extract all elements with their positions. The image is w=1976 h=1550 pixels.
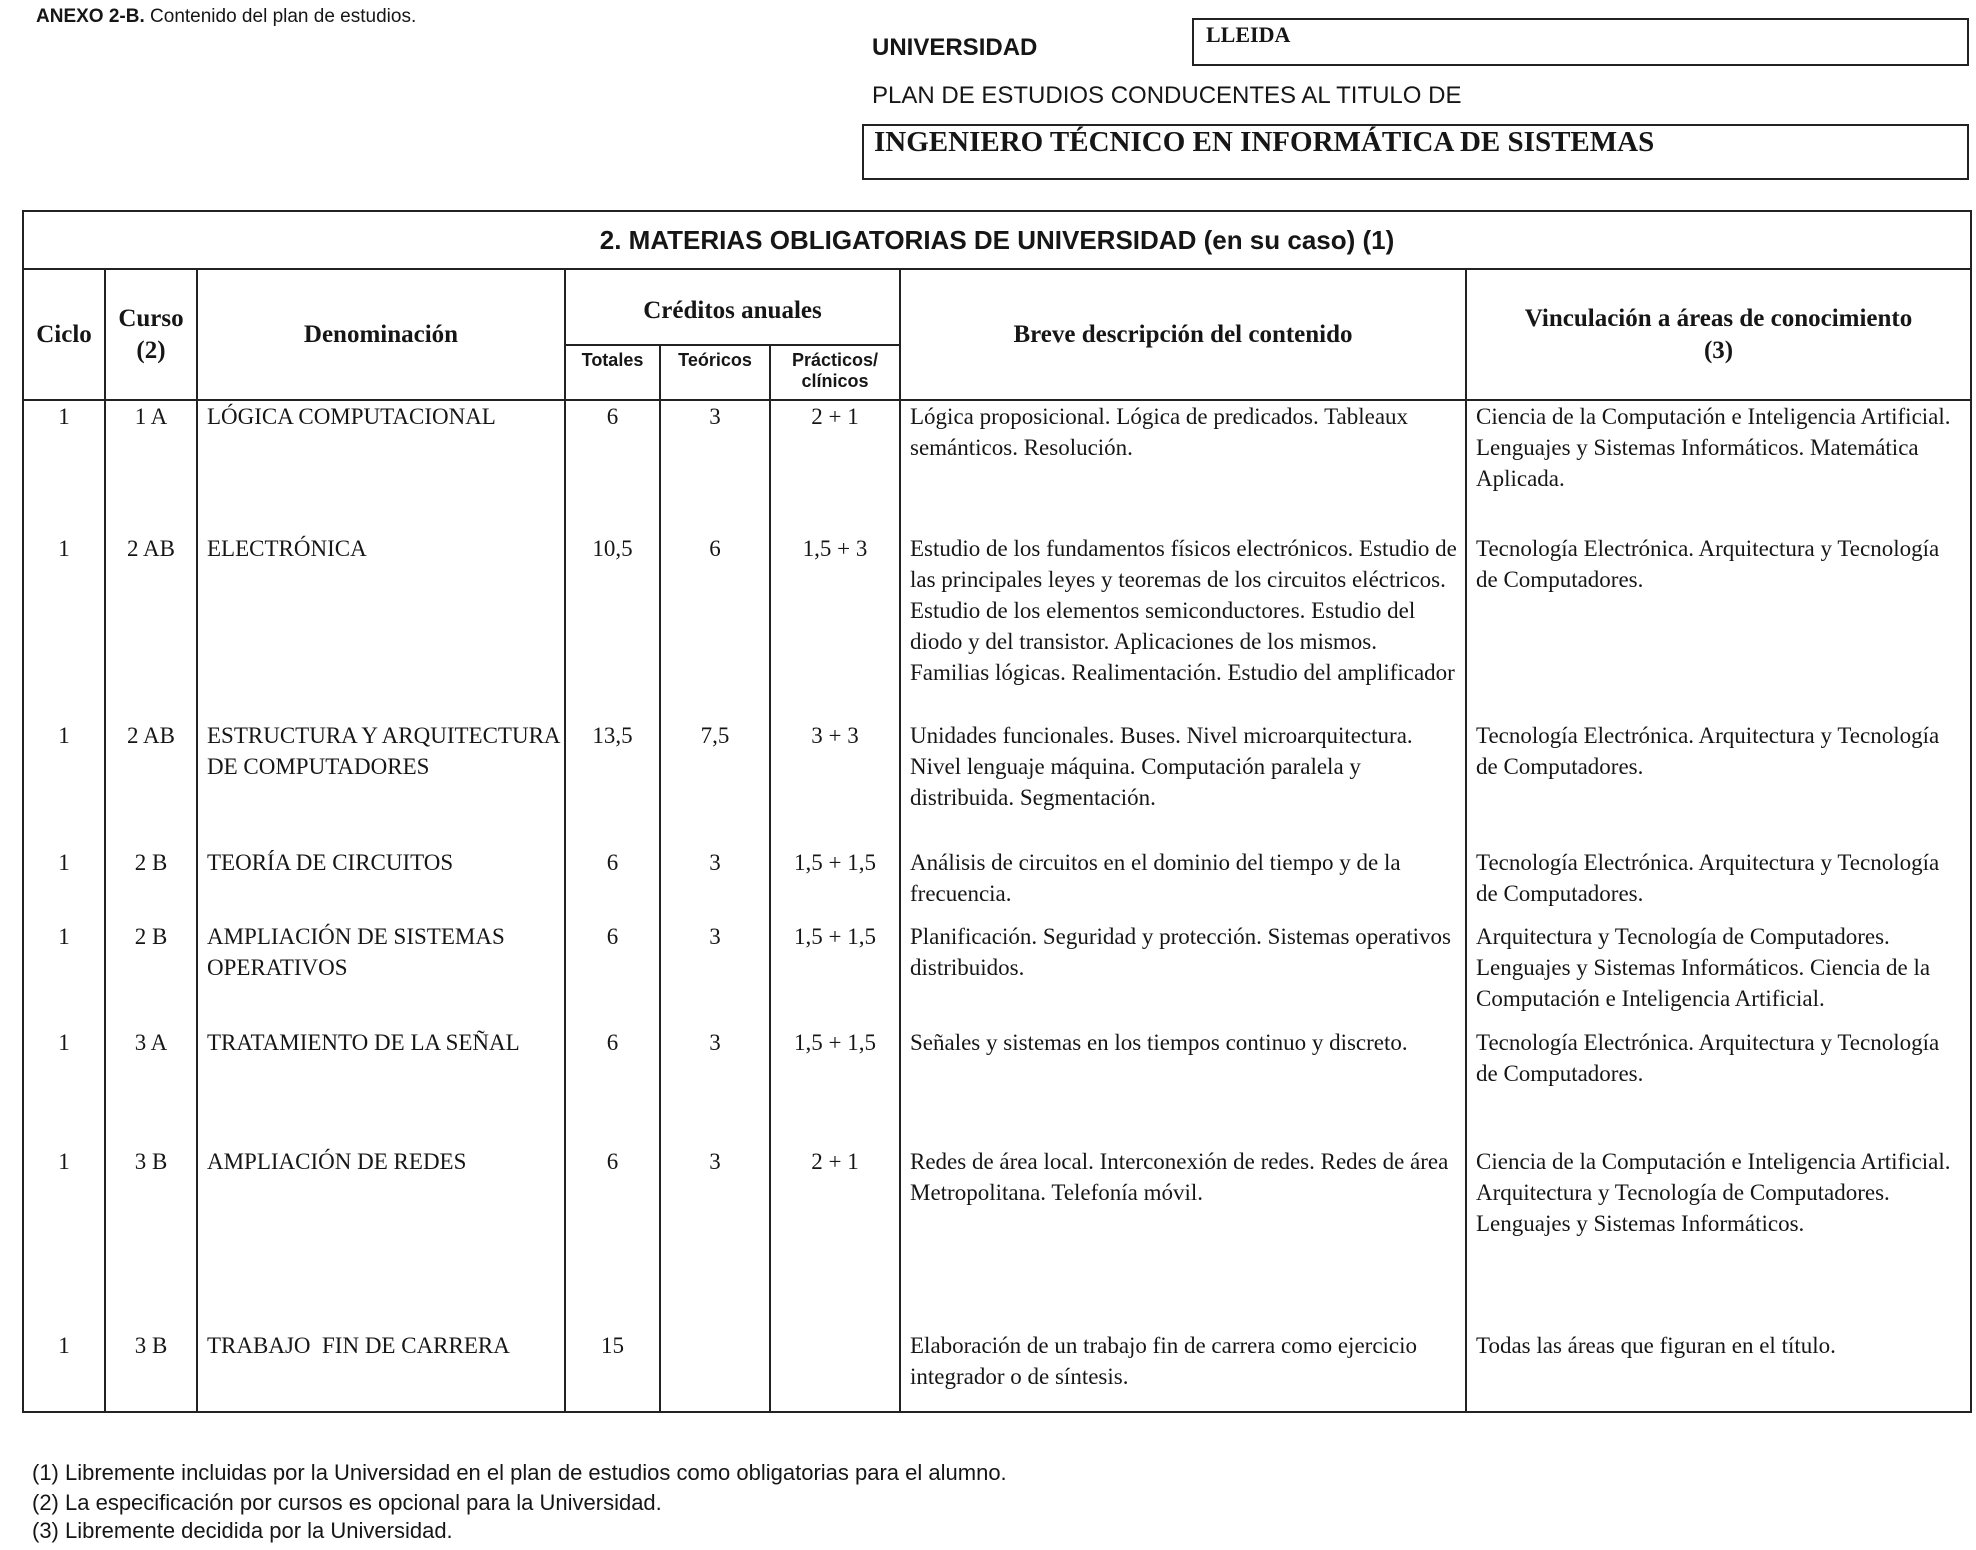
cell-curso: 2 B (105, 847, 197, 921)
cell-vinculacion: Tecnología Electrónica. Arquitectura y Tecnología de Computadores. (1466, 720, 1971, 847)
cell-descripcion: Estudio de los fundamentos físicos electrónicos. Estudio de las principales leyes y teoremas de los circuitos eléctricos. Estudio de los elementos semiconductores. Estudio del diodo y del transistor. Aplicaciones de los mismos. Familias lógicas. Realimentación. Estudio del amplificador (900, 533, 1466, 720)
cell-ciclo: 1 (23, 400, 105, 533)
cell-practicos: 1,5 + 1,5 (770, 1027, 900, 1146)
cell-vinculacion: Arquitectura y Tecnología de Computadores. Lenguajes y Sistemas Informáticos. Ciencia de la Computación e Inteligencia Artificial. (1466, 921, 1971, 1027)
cell-practicos (770, 1330, 900, 1412)
footnote-3: (3) Libremente decidida por la Universidad. (32, 1518, 453, 1543)
cell-denominacion: LÓGICA COMPUTACIONAL (197, 400, 565, 533)
col-header-teoricos-label: Teóricos (678, 350, 752, 370)
cell-descripcion: Señales y sistemas en los tiempos continuo y discreto. (900, 1027, 1466, 1146)
col-header-denominacion-label: Denominación (303, 320, 459, 348)
cell-descripcion: Análisis de circuitos en el dominio del tiempo y de la frecuencia. (900, 847, 1466, 921)
col-header-practicos (770, 345, 900, 400)
cell-denominacion: AMPLIACIÓN DE REDES (197, 1146, 565, 1330)
table-row (23, 1330, 1971, 1412)
cell-curso: 1 A (105, 400, 197, 533)
cell-denominacion: ESTRUCTURA Y ARQUITECTURA DE COMPUTADORES (197, 720, 565, 847)
section-title: 2. MATERIAS OBLIGATORIAS DE UNIVERSIDAD (en su caso) (1) (23, 211, 1971, 269)
annex-label (36, 6, 416, 28)
cell-descripcion: Redes de área local. Interconexión de redes. Redes de área Metropolitana. Telefonía móvil. (900, 1146, 1466, 1330)
cell-curso: 2 AB (105, 533, 197, 720)
col-header-vinculacion (1466, 269, 1971, 400)
cell-totales: 6 (565, 921, 660, 1027)
cell-denominacion: TRATAMIENTO DE LA SEÑAL (197, 1027, 565, 1146)
col-header-descripcion-label: Breve descripción del contenido (1013, 320, 1353, 348)
cell-teoricos: 7,5 (660, 720, 770, 847)
col-header-totales (565, 345, 660, 400)
cell-denominacion: ELECTRÓNICA (197, 533, 565, 720)
cell-ciclo: 1 (23, 1146, 105, 1330)
cell-descripcion: Elaboración de un trabajo fin de carrera como ejercicio integrador o de síntesis. (900, 1330, 1466, 1412)
col-header-curso-label: Curso (118, 304, 184, 332)
table-row (23, 400, 1971, 533)
table-row (23, 847, 1971, 921)
cell-ciclo: 1 (23, 720, 105, 847)
cell-teoricos: 3 (660, 921, 770, 1027)
degree-title: INGENIERO TÉCNICO EN INFORMÁTICA DE SISTEMAS (874, 126, 1655, 158)
cell-totales: 10,5 (565, 533, 660, 720)
col-header-creditos (565, 269, 900, 345)
cell-practicos: 2 + 1 (770, 1146, 900, 1330)
col-header-practicos-label: Prácticos/ (791, 350, 879, 370)
cell-curso: 2 AB (105, 720, 197, 847)
cell-teoricos: 3 (660, 847, 770, 921)
col-header-totales-label: Totales (581, 350, 644, 370)
cell-ciclo: 1 (23, 533, 105, 720)
cell-curso: 2 B (105, 921, 197, 1027)
col-header-ciclo (23, 269, 105, 400)
col-header-vinculacion-label: Vinculación a áreas de conocimiento (1524, 304, 1913, 332)
annex-number: ANEXO 2-B. (36, 6, 145, 27)
cell-teoricos: 3 (660, 1146, 770, 1330)
cell-vinculacion: Tecnología Electrónica. Arquitectura y Tecnología de Computadores. (1466, 847, 1971, 921)
cell-practicos: 2 + 1 (770, 400, 900, 533)
plan-label: PLAN DE ESTUDIOS CONDUCENTES AL TITULO DE (872, 82, 1462, 109)
cell-totales: 15 (565, 1330, 660, 1412)
cell-denominacion: TRABAJO FIN DE CARRERA (197, 1330, 565, 1412)
cell-denominacion: TEORÍA DE CIRCUITOS (197, 847, 565, 921)
table-row (23, 1027, 1971, 1146)
footnote-1: (1) Libremente incluidas por la Universidad en el plan de estudios como obligatorias para el alumno. (32, 1460, 1007, 1485)
col-header-curso (105, 269, 197, 400)
cell-teoricos: 3 (660, 400, 770, 533)
annex-description: Contenido del plan de estudios. (144, 6, 417, 27)
col-header-vinculacion-note: (3) (1703, 336, 1734, 364)
cell-ciclo: 1 (23, 847, 105, 921)
subjects-table (22, 210, 1972, 1413)
cell-denominacion: AMPLIACIÓN DE SISTEMAS OPERATIVOS (197, 921, 565, 1027)
table-row (23, 720, 1971, 847)
cell-practicos: 3 + 3 (770, 720, 900, 847)
cell-totales: 6 (565, 400, 660, 533)
cell-curso: 3 A (105, 1027, 197, 1146)
cell-teoricos: 6 (660, 533, 770, 720)
table-row (23, 921, 1971, 1027)
cell-descripcion: Planificación. Seguridad y protección. Sistemas operativos distribuidos. (900, 921, 1466, 1027)
cell-vinculacion: Todas las áreas que figuran en el título. (1466, 1330, 1971, 1412)
university-field (1192, 18, 1969, 66)
cell-teoricos (660, 1330, 770, 1412)
cell-descripcion: Lógica proposicional. Lógica de predicados. Tableaux semánticos. Resolución. (900, 400, 1466, 533)
cell-ciclo: 1 (23, 1330, 105, 1412)
footnote-2: (2) La especificación por cursos es opcional para la Universidad. (32, 1490, 662, 1515)
cell-practicos: 1,5 + 1,5 (770, 847, 900, 921)
university-value: LLEIDA (1206, 22, 1291, 47)
col-header-teoricos (660, 345, 770, 400)
cell-curso: 3 B (105, 1330, 197, 1412)
col-header-descripcion (900, 269, 1466, 400)
col-header-ciclo-label: Ciclo (36, 320, 92, 348)
table-row (23, 1146, 1971, 1330)
col-header-creditos-label: Créditos anuales (643, 297, 822, 324)
cell-teoricos: 3 (660, 1027, 770, 1146)
col-header-denominacion (197, 269, 565, 400)
university-label: UNIVERSIDAD (872, 34, 1038, 61)
cell-vinculacion: Tecnología Electrónica. Arquitectura y Tecnología de Computadores. (1466, 1027, 1971, 1146)
cell-ciclo: 1 (23, 1027, 105, 1146)
degree-title-field (862, 124, 1969, 180)
col-header-practicos-label-2: clínicos (801, 371, 869, 391)
cell-descripcion: Unidades funcionales. Buses. Nivel microarquitectura. Nivel lenguaje máquina. Computación paralela y distribuida. Segmentación. (900, 720, 1466, 847)
cell-vinculacion: Ciencia de la Computación e Inteligencia Artificial. Lenguajes y Sistemas Informáticos. Matemática Aplicada. (1466, 400, 1971, 533)
table-row (23, 533, 1971, 720)
cell-totales: 6 (565, 1027, 660, 1146)
col-header-curso-note: (2) (136, 336, 166, 364)
cell-totales: 13,5 (565, 720, 660, 847)
cell-vinculacion: Ciencia de la Computación e Inteligencia Artificial. Arquitectura y Tecnología de Computadores. Lenguajes y Sistemas Informáticos. (1466, 1146, 1971, 1330)
cell-vinculacion: Tecnología Electrónica. Arquitectura y Tecnología de Computadores. (1466, 533, 1971, 720)
cell-totales: 6 (565, 847, 660, 921)
cell-ciclo: 1 (23, 921, 105, 1027)
cell-practicos: 1,5 + 1,5 (770, 921, 900, 1027)
cell-totales: 6 (565, 1146, 660, 1330)
cell-curso: 3 B (105, 1146, 197, 1330)
cell-practicos: 1,5 + 3 (770, 533, 900, 720)
